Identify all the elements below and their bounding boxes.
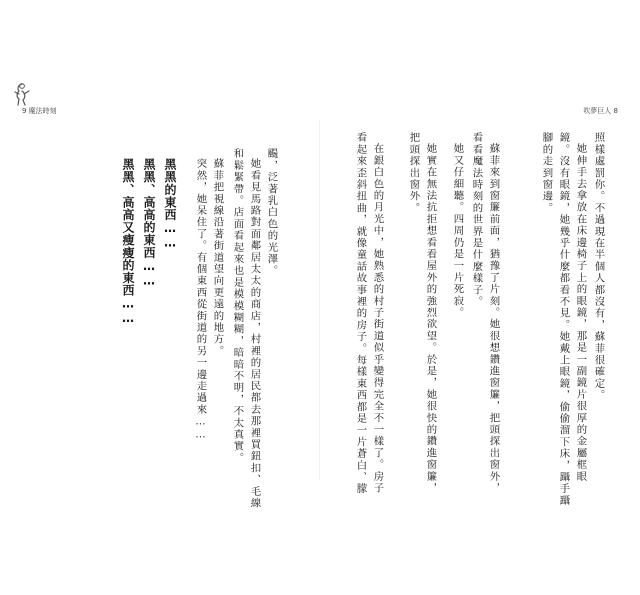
- text-column: 蘇菲來到窗簾前面，猶豫了片刻。她很想鑽進窗簾，把頭探出窗外，: [487, 143, 500, 494]
- text-column: 蘇菲把視線沿著街道望向更遠的地方。: [211, 158, 224, 357]
- text-column: 鏡。沒有眼鏡，她幾乎什麼都看不見。她戴上眼鏡，偷偷溜下床，躡手躡: [557, 132, 570, 507]
- text-column: 她又仔細聽。四周仍是一片死寂。: [451, 143, 464, 319]
- text-column: 颺，泛著乳白色的光澤。: [265, 148, 278, 277]
- text-column-emphasis: 黑黑的東西……: [163, 158, 177, 251]
- text-column-emphasis: 黑黑、高高又瘦瘦的東西……: [121, 158, 135, 326]
- text-column: 突然，她呆住了。有個東西從街道的另一邊走過來……: [194, 158, 207, 442]
- text-column: 和鬆緊帶。店面看起來也是模模糊糊，暗暗不明，不太真實。: [231, 148, 244, 464]
- text-column: 她實在無法抗拒想看看屋外的強烈欲望。於是，她很快的鑽進窗簾，: [424, 143, 437, 494]
- text-column-emphasis: 黑黑、高高的東西……: [142, 158, 156, 288]
- left-page-header: 9 魔法時刻: [22, 107, 57, 115]
- text-column: 她看見馬路對面鄰居太太的商店，村裡的居民都去那裡買鈕扣、毛線: [248, 158, 261, 509]
- text-column: 腳的走到窗邊。: [540, 132, 553, 214]
- page-gutter: [319, 120, 320, 480]
- text-column: 她伸手去拿放在床邊椅子上的眼鏡，那是一副鏡片很厚的金屬框眼: [574, 143, 587, 483]
- text-column: 看看魔法時刻的世界是什麼樣子。: [470, 132, 483, 308]
- text-column: 在銀白色的月光中，她熟悉的村子街道似乎變得完全不一樣了。房子: [371, 143, 384, 494]
- text-column: 照樣處罰你。不過現在半個人都沒有，蘇菲很確定。: [592, 132, 605, 402]
- illustration-icon: [13, 82, 31, 108]
- right-page-header: 吹夢巨人 8: [583, 107, 618, 115]
- text-column: 把頭探出窗外。: [407, 132, 420, 214]
- text-column: 看起來歪斜扭曲，就像童話故事裡的房子。每樣東西都是一片蒼白、朦: [354, 132, 367, 495]
